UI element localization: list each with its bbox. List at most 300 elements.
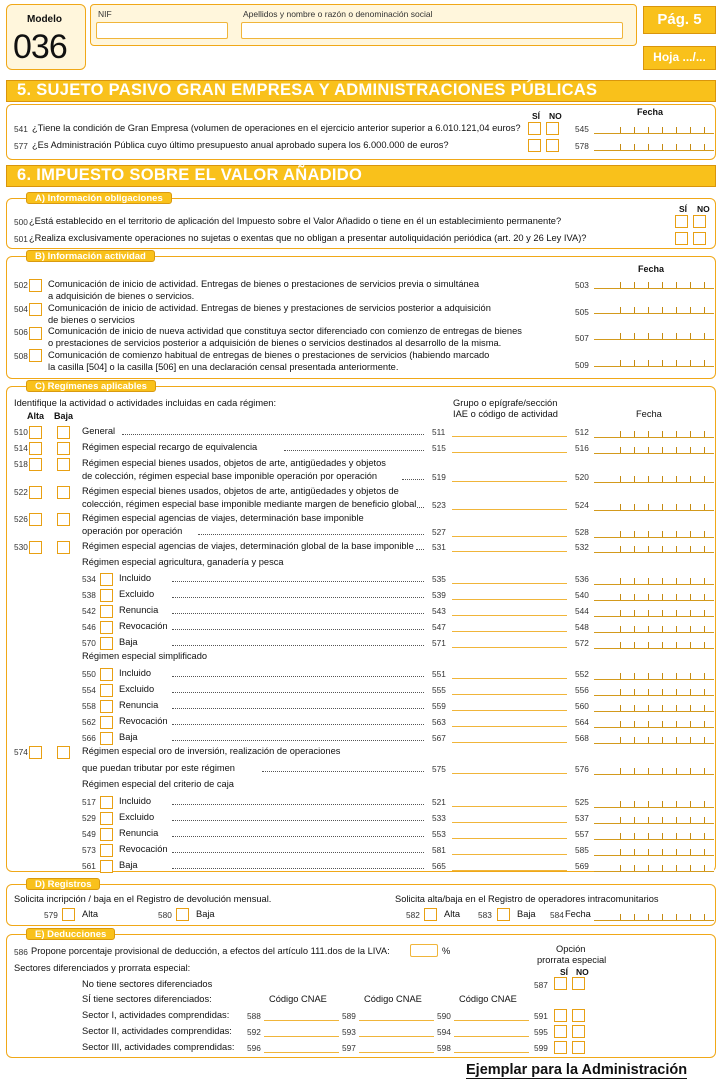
hoja-badge bbox=[643, 46, 716, 70]
grupo-523[interactable] bbox=[452, 499, 567, 510]
n557: 557 bbox=[575, 829, 589, 839]
c-fecha: Fecha bbox=[636, 409, 662, 419]
q541-si[interactable] bbox=[528, 122, 541, 135]
cb-591-si[interactable] bbox=[554, 1009, 567, 1022]
n564: 564 bbox=[575, 717, 589, 727]
cb-595-si[interactable] bbox=[554, 1025, 567, 1038]
alta-510[interactable] bbox=[29, 426, 42, 439]
n587: 587 bbox=[534, 980, 548, 990]
baja-514[interactable] bbox=[57, 442, 70, 455]
alta-514[interactable] bbox=[29, 442, 42, 455]
date-512[interactable] bbox=[594, 425, 714, 438]
n551: 551 bbox=[432, 669, 446, 679]
e-row-1-label: Sector II, actividades comprendidas: bbox=[82, 1026, 232, 1036]
n586: 586 bbox=[14, 947, 28, 957]
cb-529[interactable] bbox=[100, 812, 113, 825]
grupo-543[interactable] bbox=[452, 605, 567, 616]
grupo-521[interactable] bbox=[452, 796, 567, 807]
apellidos-field[interactable] bbox=[241, 22, 623, 39]
n523: 523 bbox=[432, 500, 446, 510]
c-526-text2: operación por operación bbox=[82, 526, 183, 536]
d-alta: Alta bbox=[82, 909, 99, 919]
e-row-0-label: Sector I, actividades comprendidas: bbox=[82, 1010, 230, 1020]
grupo-527[interactable] bbox=[452, 526, 567, 537]
alta-522[interactable] bbox=[29, 486, 42, 499]
grupo-535[interactable] bbox=[452, 573, 567, 584]
c-518-text2: de colección, régimen especial base imponible operación por operación bbox=[82, 471, 378, 481]
nif-field[interactable] bbox=[96, 22, 228, 39]
cb-582[interactable] bbox=[424, 908, 437, 921]
cb-508[interactable] bbox=[29, 349, 42, 362]
n583: 583 bbox=[478, 910, 492, 920]
n501: 501 bbox=[14, 234, 28, 244]
date-507[interactable] bbox=[594, 327, 714, 340]
cb-504[interactable] bbox=[29, 303, 42, 316]
e-n-593: 593 bbox=[342, 1027, 356, 1037]
q501-text: ¿Realiza exclusivamente operaciones no sujetas o exentas que no obligan a presentar autoliquidación periódica (art. 20 y 26 Ley IVA)? bbox=[29, 233, 587, 243]
n542: 542 bbox=[82, 606, 96, 616]
cnae-592[interactable] bbox=[264, 1026, 339, 1037]
cnae-598[interactable] bbox=[454, 1042, 529, 1053]
cb-506[interactable] bbox=[29, 327, 42, 340]
e-n-588: 588 bbox=[247, 1011, 261, 1021]
date-572[interactable] bbox=[594, 636, 714, 649]
n532: 532 bbox=[575, 542, 589, 552]
c-intro: Identifique la actividad o actividades incluidas en cada régimen: bbox=[14, 398, 277, 408]
section-6d-pill: D) Registros bbox=[26, 878, 100, 890]
b504-l2: de bienes o servicios bbox=[48, 315, 135, 325]
q577-text: ¿Es Administración Pública cuyo último presupuesto anual aprobado supera los 6.000.000 de euros? bbox=[32, 140, 449, 150]
q577-no[interactable] bbox=[546, 139, 559, 152]
pag-label: Pág. 5 bbox=[657, 11, 702, 28]
c-oro-t1: Régimen especial oro de inversión, realización de operaciones bbox=[82, 746, 341, 756]
cb-502[interactable] bbox=[29, 279, 42, 292]
e-pct: % bbox=[442, 946, 451, 956]
s5-fecha: Fecha bbox=[637, 107, 664, 117]
date-576[interactable] bbox=[594, 762, 714, 775]
n529: 529 bbox=[82, 813, 96, 823]
n500: 500 bbox=[14, 217, 28, 227]
date-557[interactable] bbox=[594, 827, 714, 840]
n546: 546 bbox=[82, 622, 96, 632]
e-n-589: 589 bbox=[342, 1011, 356, 1021]
d-fecha: Fecha bbox=[565, 909, 591, 919]
dots-main-1 bbox=[284, 443, 424, 451]
d-alta2: Alta bbox=[444, 909, 461, 919]
cb-554[interactable] bbox=[100, 684, 113, 697]
dots-546 bbox=[172, 622, 424, 630]
e-nos: No tiene sectores diferenciados bbox=[82, 979, 213, 989]
c-oro-t2: que puedan tributar por este régimen bbox=[82, 763, 235, 773]
cb-599-no[interactable] bbox=[572, 1041, 585, 1054]
n516: 516 bbox=[575, 443, 589, 453]
n585: 585 bbox=[575, 845, 589, 855]
baja-530[interactable] bbox=[57, 541, 70, 554]
grupo-533[interactable] bbox=[452, 812, 567, 823]
section-6b-pill: B) Información actividad bbox=[26, 250, 155, 262]
c-534-text: Incluido bbox=[119, 573, 152, 583]
n563: 563 bbox=[432, 717, 446, 727]
e-no: NO bbox=[576, 967, 589, 977]
dots-561 bbox=[172, 861, 424, 869]
section-6-title: 6. IMPUESTO SOBRE EL VALOR AÑADIDO bbox=[6, 165, 716, 187]
cb-573[interactable] bbox=[100, 844, 113, 857]
date-544[interactable] bbox=[594, 604, 714, 617]
cb-566[interactable] bbox=[100, 732, 113, 745]
e-opcion1: Opción bbox=[556, 944, 586, 954]
e-cnae-1: Código CNAE bbox=[269, 994, 327, 1004]
c-baja: Baja bbox=[54, 411, 74, 421]
cnae-594[interactable] bbox=[454, 1026, 529, 1037]
grupo-531[interactable] bbox=[452, 541, 567, 552]
grupo-563[interactable] bbox=[452, 716, 567, 727]
c-grupo1: Grupo o epígrafe/sección bbox=[453, 398, 558, 408]
alta-526[interactable] bbox=[29, 513, 42, 526]
date-569[interactable] bbox=[594, 859, 714, 872]
grupo-551[interactable] bbox=[452, 668, 567, 679]
dots-566 bbox=[172, 733, 424, 741]
e-n-596: 596 bbox=[247, 1043, 261, 1053]
grupo-547[interactable] bbox=[452, 621, 567, 632]
cb-595-no[interactable] bbox=[572, 1025, 585, 1038]
cb-583[interactable] bbox=[497, 908, 510, 921]
n547: 547 bbox=[432, 622, 446, 632]
baja-518[interactable] bbox=[57, 458, 70, 471]
n569: 569 bbox=[575, 861, 589, 871]
e-n-591: 591 bbox=[534, 1011, 548, 1021]
cb-587-si[interactable] bbox=[554, 977, 567, 990]
n549: 549 bbox=[82, 829, 96, 839]
date-556[interactable] bbox=[594, 683, 714, 696]
q541-no[interactable] bbox=[546, 122, 559, 135]
alta-574[interactable] bbox=[29, 746, 42, 759]
date-536[interactable] bbox=[594, 572, 714, 585]
c-522-text: Régimen especial bienes usados, objetos de arte, antigüedades y objetos de bbox=[82, 486, 399, 496]
n502: 502 bbox=[14, 280, 28, 290]
n514: 514 bbox=[14, 443, 28, 453]
n545: 545 bbox=[575, 124, 589, 134]
n536: 536 bbox=[575, 574, 589, 584]
c-566-text: Baja bbox=[119, 732, 138, 742]
grupo-553[interactable] bbox=[452, 828, 567, 839]
dots-main-0 bbox=[122, 427, 424, 435]
n538: 538 bbox=[82, 590, 96, 600]
cb-591-no[interactable] bbox=[572, 1009, 585, 1022]
cb-517[interactable] bbox=[100, 796, 113, 809]
dots-oro bbox=[262, 764, 424, 772]
date-564[interactable] bbox=[594, 715, 714, 728]
n540: 540 bbox=[575, 590, 589, 600]
q500-si[interactable] bbox=[675, 215, 688, 228]
e-n-597: 597 bbox=[342, 1043, 356, 1053]
grupo-511[interactable] bbox=[452, 426, 567, 437]
q501-no[interactable] bbox=[693, 232, 706, 245]
e-opcion2: prorrata especial bbox=[537, 955, 607, 965]
n508: 508 bbox=[14, 351, 28, 361]
grupo-581[interactable] bbox=[452, 844, 567, 855]
n512: 512 bbox=[575, 427, 589, 437]
b508-l2: la casilla [504] o la casilla [506] en una declaración censal presentada anteriormente. bbox=[48, 362, 399, 372]
n528: 528 bbox=[575, 527, 589, 537]
baja-526[interactable] bbox=[57, 513, 70, 526]
n562: 562 bbox=[82, 717, 96, 727]
n505: 505 bbox=[575, 307, 589, 317]
date-509[interactable] bbox=[594, 354, 714, 367]
s5-si: SÍ bbox=[532, 111, 541, 121]
n556: 556 bbox=[575, 685, 589, 695]
date-524[interactable] bbox=[594, 498, 714, 511]
grupo-539[interactable] bbox=[452, 589, 567, 600]
n524: 524 bbox=[575, 500, 589, 510]
q577-si[interactable] bbox=[528, 139, 541, 152]
n561: 561 bbox=[82, 861, 96, 871]
d-baja2: Baja bbox=[517, 909, 536, 919]
q541-text: ¿Tiene la condición de Gran Empresa (volumen de operaciones en el ejercicio anterior superior a 6.010.121,04 euros? bbox=[32, 123, 521, 133]
n565: 565 bbox=[432, 861, 446, 871]
alta-530[interactable] bbox=[29, 541, 42, 554]
dots-main-2 bbox=[402, 472, 424, 480]
cb-549[interactable] bbox=[100, 828, 113, 841]
grupo-559[interactable] bbox=[452, 700, 567, 711]
n584: 584 bbox=[550, 910, 564, 920]
grupo-567[interactable] bbox=[452, 732, 567, 743]
dots-542 bbox=[172, 606, 424, 614]
grupo-565[interactable] bbox=[452, 860, 567, 871]
n548: 548 bbox=[575, 622, 589, 632]
cb-599-si[interactable] bbox=[554, 1041, 567, 1054]
n539: 539 bbox=[432, 590, 446, 600]
e-cnae-3: Código CNAE bbox=[459, 994, 517, 1004]
c-517-text: Incluido bbox=[119, 796, 152, 806]
c-570-text: Baja bbox=[119, 637, 138, 647]
b502-l1: Comunicación de inicio de actividad. Entregas de bienes o prestaciones de servicios previa o simultánea bbox=[48, 279, 479, 289]
q500-text: ¿Está establecido en el territorio de aplicación del Impuesto sobre el Valor Añadido o tiene en él un establecimiento permanente? bbox=[29, 216, 562, 226]
hoja-label: Hoja .../... bbox=[653, 50, 706, 64]
e-sectores: Sectores diferenciados y prorrata especial: bbox=[14, 963, 191, 973]
cnae-596[interactable] bbox=[264, 1042, 339, 1053]
modelo-label: Modelo bbox=[27, 14, 62, 25]
n525: 525 bbox=[575, 797, 589, 807]
date-585[interactable] bbox=[594, 843, 714, 856]
n515: 515 bbox=[432, 443, 446, 453]
q501-si[interactable] bbox=[675, 232, 688, 245]
b502-l2: a adquisición de bienes o servicios. bbox=[48, 291, 195, 301]
grupo-575[interactable] bbox=[452, 763, 567, 774]
cnae-590[interactable] bbox=[454, 1010, 529, 1021]
cnae-593[interactable] bbox=[359, 1026, 434, 1037]
c-514-text: Régimen especial recargo de equivalencia bbox=[82, 442, 258, 452]
baja-574[interactable] bbox=[57, 746, 70, 759]
n552: 552 bbox=[575, 669, 589, 679]
e-n-592: 592 bbox=[247, 1027, 261, 1037]
n537: 537 bbox=[575, 813, 589, 823]
pag-badge bbox=[643, 6, 716, 34]
date-516[interactable] bbox=[594, 441, 714, 454]
date-505[interactable] bbox=[594, 301, 714, 314]
c-573-text: Revocación bbox=[119, 844, 168, 854]
dots-570 bbox=[172, 638, 424, 646]
cb-562[interactable] bbox=[100, 716, 113, 729]
cb-570[interactable] bbox=[100, 637, 113, 650]
n520: 520 bbox=[575, 472, 589, 482]
c-538-text: Excluido bbox=[119, 589, 155, 599]
cb-561[interactable] bbox=[100, 860, 113, 873]
dots-529 bbox=[172, 813, 424, 821]
date-545[interactable] bbox=[594, 121, 714, 134]
cnae-589[interactable] bbox=[359, 1010, 434, 1021]
c-561-text: Baja bbox=[119, 860, 138, 870]
e-sis: SÍ tiene sectores diferenciados: bbox=[82, 994, 212, 1004]
n574: 574 bbox=[14, 747, 28, 757]
c-549-text: Renuncia bbox=[119, 828, 159, 838]
n576: 576 bbox=[575, 764, 589, 774]
pct-586[interactable] bbox=[410, 944, 438, 957]
n575: 575 bbox=[432, 764, 446, 774]
c-546-text: Revocación bbox=[119, 621, 168, 631]
d-left: Solicita incripción / baja en el Registro de devolución mensual. bbox=[14, 894, 272, 904]
n531: 531 bbox=[432, 542, 446, 552]
b504-l1: Comunicación de inicio de actividad. Entregas de bienes y prestaciones de servicios posterior a adquisición bbox=[48, 303, 491, 313]
cb-587-no[interactable] bbox=[572, 977, 585, 990]
section-6c-pill: C) Regímenes aplicables bbox=[26, 380, 156, 392]
n579: 579 bbox=[44, 910, 58, 920]
c-522-text2: colección, régimen especial base imponible mediante margen de beneficio global bbox=[82, 499, 417, 509]
a-si: SÍ bbox=[679, 204, 688, 214]
e-cnae-2: Código CNAE bbox=[364, 994, 422, 1004]
cnae-597[interactable] bbox=[359, 1042, 434, 1053]
n503: 503 bbox=[575, 280, 589, 290]
cb-538[interactable] bbox=[100, 589, 113, 602]
c-550-text: Incluido bbox=[119, 668, 152, 678]
n560: 560 bbox=[575, 701, 589, 711]
n553: 553 bbox=[432, 829, 446, 839]
n566: 566 bbox=[82, 733, 96, 743]
q500-no[interactable] bbox=[693, 215, 706, 228]
n527: 527 bbox=[432, 527, 446, 537]
c-518-text: Régimen especial bienes usados, objetos de arte, antigüedades y objetos bbox=[82, 458, 386, 468]
n522: 522 bbox=[14, 487, 28, 497]
dots-550 bbox=[172, 669, 424, 677]
date-503[interactable] bbox=[594, 276, 714, 289]
n509: 509 bbox=[575, 360, 589, 370]
date-532[interactable] bbox=[594, 540, 714, 553]
d-right: Solicita alta/baja en el Registro de operadores intracomunitarios bbox=[395, 894, 659, 904]
c-542-text: Renuncia bbox=[119, 605, 159, 615]
c-558-text: Renuncia bbox=[119, 700, 159, 710]
c-530-text: Régimen especial agencias de viajes, determinación global de la base imponible bbox=[82, 541, 414, 551]
n543: 543 bbox=[432, 606, 446, 616]
n568: 568 bbox=[575, 733, 589, 743]
cb-546[interactable] bbox=[100, 621, 113, 634]
cnae-588[interactable] bbox=[264, 1010, 339, 1021]
n554: 554 bbox=[82, 685, 96, 695]
n510: 510 bbox=[14, 427, 28, 437]
date-540[interactable] bbox=[594, 588, 714, 601]
e-si: SÍ bbox=[560, 967, 569, 977]
n571: 571 bbox=[432, 638, 446, 648]
date-520[interactable] bbox=[594, 470, 714, 483]
dots-534 bbox=[172, 574, 424, 582]
modelo-number: 036 bbox=[13, 28, 67, 66]
n567: 567 bbox=[432, 733, 446, 743]
baja-522[interactable] bbox=[57, 486, 70, 499]
n518: 518 bbox=[14, 459, 28, 469]
baja-510[interactable] bbox=[57, 426, 70, 439]
n534: 534 bbox=[82, 574, 96, 584]
date-584[interactable] bbox=[594, 908, 714, 921]
cb-542[interactable] bbox=[100, 605, 113, 618]
n550: 550 bbox=[82, 669, 96, 679]
date-568[interactable] bbox=[594, 731, 714, 744]
n558: 558 bbox=[82, 701, 96, 711]
dots-main-5 bbox=[416, 542, 424, 550]
e-n-598: 598 bbox=[437, 1043, 451, 1053]
date-560[interactable] bbox=[594, 699, 714, 712]
date-552[interactable] bbox=[594, 667, 714, 680]
n530: 530 bbox=[14, 542, 28, 552]
alta-518[interactable] bbox=[29, 458, 42, 471]
c-510-text: General bbox=[82, 426, 116, 436]
n573: 573 bbox=[82, 845, 96, 855]
date-537[interactable] bbox=[594, 811, 714, 824]
apellidos-label: Apellidos y nombre o razón o denominación social bbox=[243, 9, 433, 19]
n570: 570 bbox=[82, 638, 96, 648]
n504: 504 bbox=[14, 304, 28, 314]
section-6a-pill: A) Información obligaciones bbox=[26, 192, 172, 204]
n533: 533 bbox=[432, 813, 446, 823]
n526: 526 bbox=[14, 514, 28, 524]
date-578[interactable] bbox=[594, 138, 714, 151]
c-caja-title: Régimen especial del criterio de caja bbox=[82, 779, 234, 789]
n578: 578 bbox=[575, 141, 589, 151]
footer-title: Ejemplar para la Administración bbox=[466, 1062, 688, 1078]
date-548[interactable] bbox=[594, 620, 714, 633]
n506: 506 bbox=[14, 327, 28, 337]
grupo-555[interactable] bbox=[452, 684, 567, 695]
c-526-text: Régimen especial agencias de viajes, determinación base imponible bbox=[82, 513, 364, 523]
n581: 581 bbox=[432, 845, 446, 855]
e-n-595: 595 bbox=[534, 1027, 548, 1037]
c-562-text: Revocación bbox=[119, 716, 168, 726]
grupo-519[interactable] bbox=[452, 471, 567, 482]
n511: 511 bbox=[432, 427, 446, 437]
date-528[interactable] bbox=[594, 525, 714, 538]
dots-main-4 bbox=[198, 527, 424, 535]
n582: 582 bbox=[406, 910, 420, 920]
cb-534[interactable] bbox=[100, 573, 113, 586]
n544: 544 bbox=[575, 606, 589, 616]
dots-558 bbox=[172, 701, 424, 709]
cb-580[interactable] bbox=[176, 908, 189, 921]
cb-550[interactable] bbox=[100, 668, 113, 681]
grupo-515[interactable] bbox=[452, 442, 567, 453]
cb-579[interactable] bbox=[62, 908, 75, 921]
n507: 507 bbox=[575, 333, 589, 343]
b506-l1: Comunicación de inicio de nueva actividad que constituya sector diferenciado con comienzo de entregas de bienes bbox=[48, 326, 522, 336]
b506-l2: o prestaciones de servicios posterior a adquisición de bienes o servicios destinados al desarrollo de la misma. bbox=[48, 338, 502, 348]
c-agri-title: Régimen especial agricultura, ganadería y pesca bbox=[82, 557, 284, 567]
date-525[interactable] bbox=[594, 795, 714, 808]
c-grupo2: IAE o código de actividad bbox=[453, 409, 558, 419]
n535: 535 bbox=[432, 574, 446, 584]
grupo-571[interactable] bbox=[452, 637, 567, 648]
n517: 517 bbox=[82, 797, 96, 807]
e-row-2-label: Sector III, actividades comprendidas: bbox=[82, 1042, 235, 1052]
c-529-text: Excluido bbox=[119, 812, 155, 822]
dots-549 bbox=[172, 829, 424, 837]
a-no: NO bbox=[697, 204, 710, 214]
cb-558[interactable] bbox=[100, 700, 113, 713]
